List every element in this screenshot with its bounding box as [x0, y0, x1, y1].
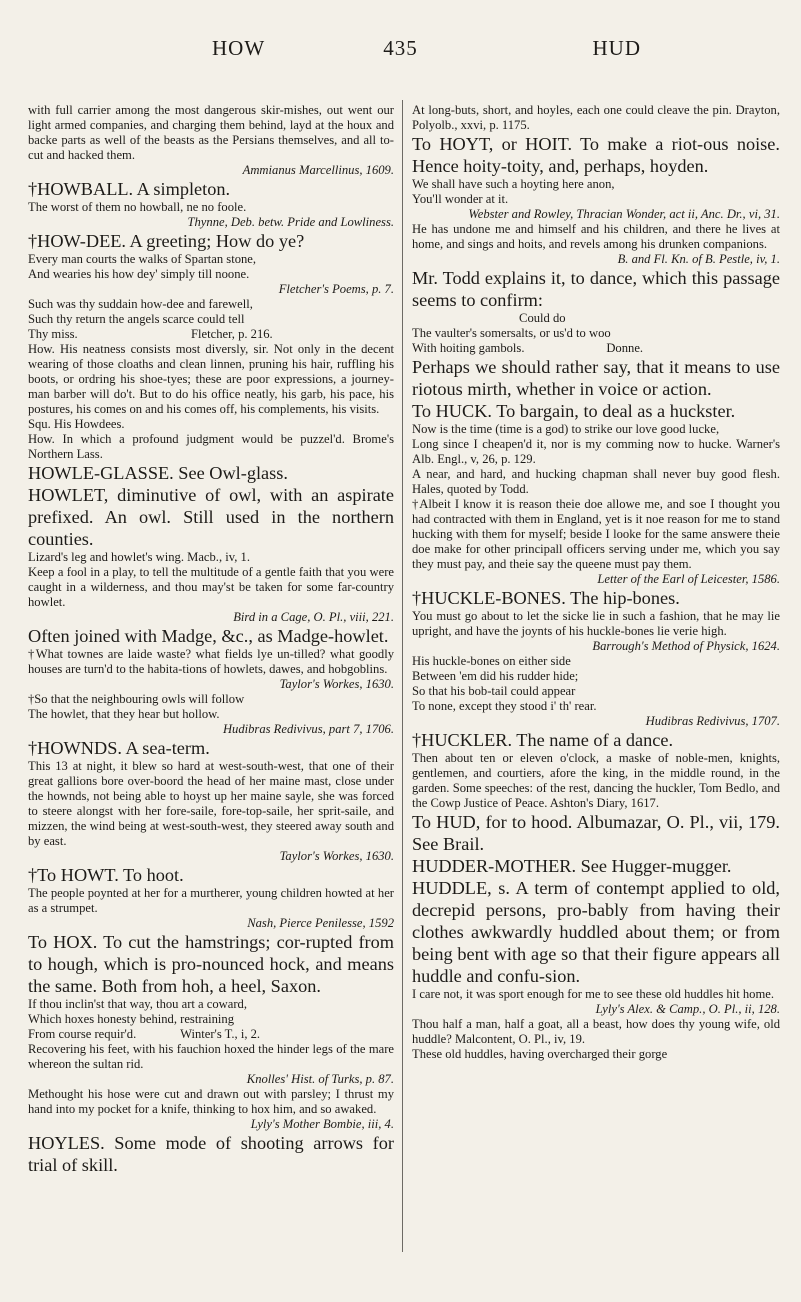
citation: Bird in a Cage, O. Pl., viii, 221.	[233, 610, 394, 624]
entry-heading: †HUCKLE-BONES. The hip-bones.	[412, 588, 680, 608]
entry-text: Keep a fool in a play, to tell the multitude of a gentle faith that you were caught in a wilderness, and thou may'st be taken for some far-country howlet.	[28, 565, 394, 609]
citation: Fletcher's Poems, p. 7.	[278, 282, 394, 296]
entry-text: How. In which a profound judgment would be puzzel'd. Brome's Northern Lass.	[28, 432, 394, 461]
citation: Barrough's Method of Physick, 1624.	[592, 639, 780, 653]
entry-heading: †HOWBALL. A simpleton.	[28, 179, 231, 199]
citation: Letter of the Earl of Leicester, 1586.	[597, 572, 780, 586]
entry-text: You must go about to let the sicke lie in such a fashion, that he may lie upright, and have the joynts of his huckle-bones lie verie high.	[412, 609, 780, 638]
left-column	[28, 103, 394, 1176]
entry-text: These old huddles, having overcharged their gorge	[412, 1047, 668, 1061]
entry-heading: †HUCKLER. The name of a dance.	[412, 730, 674, 750]
entry-text: Methought his hose were cut and drawn out with parsley; I thrust my hand into my pocket for a knife, thinking to hox him, and so awaked.	[28, 1087, 394, 1116]
entry-text: At long-buts, short, and hoyles, each one could cleave the pin. Drayton, Polyolb., xxvi, p. 1175.	[412, 103, 780, 132]
entry-text: The people poynted at her for a murtherer, young children howted at her as a strumpet.	[28, 886, 394, 915]
entry-heading: To HOYT, or HOIT. To make a riot-ous noise. Hence hoity-toity, and, perhaps, hoyden.	[412, 134, 780, 176]
entry-text: †Albeit I know it is reason theie doe allowe me, and soe I thought you had contracted with them in England, yet is it noe reason for me to stand hucking with them for myself; beside I looke for the same answere theie doe make for other principall officers serving under me, which you say they must pay, and theie say the queene must pay them.	[412, 497, 780, 571]
citation: Webster and Rowley, Thracian Wonder, act ii, Anc. Dr., vi, 31.	[468, 207, 780, 221]
verse-quote: His huckle-bones on either side Between 'em did his rudder hide; So that his bob-tail could appear To none, except they stood i' th' rear.	[412, 654, 597, 713]
entry-text: A near, and hard, and hucking chapman shall never buy good flesh. Hales, quoted by Todd.	[412, 467, 780, 496]
verse-quote: We shall have such a hoyting here anon, You'll wonder at it.	[412, 177, 615, 206]
citation: Ammianus Marcellinus, 1609.	[242, 163, 394, 177]
citation: Taylor's Workes, 1630.	[279, 849, 394, 863]
citation: Lyly's Alex. & Camp., O. Pl., ii, 128.	[595, 1002, 780, 1016]
citation: Thynne, Deb. betw. Pride and Lowliness.	[187, 215, 394, 229]
entry-heading: Mr. Todd explains it, to dance, which this passage seems to confirm:	[412, 268, 780, 310]
citation: B. and Fl. Kn. of B. Pestle, iv, 1.	[617, 252, 780, 266]
entry-text: He has undone me and himself and his children, and there he lives at home, and sings and hoits, and revels among his drunken companions.	[412, 222, 780, 251]
entry-text: †What townes are laide waste? what fields lye un-tilled? what goodly houses are turn'd to the habita-tions of howlets, dawes, and hobgoblins.	[28, 647, 394, 676]
verse-quote: If thou inclin'st that way, thou art a coward, Which hoxes honesty behind, restraining From course requir'd. Winter's T., i, 2.	[28, 997, 261, 1041]
entry-heading: HUDDER-MOTHER. See Hugger-mugger.	[412, 856, 732, 876]
entry-heading: †HOW-DEE. A greeting; How do ye?	[28, 231, 305, 251]
entry-heading: To HOX. To cut the hamstrings; cor-rupted from to hough, which is pro-nounced hock, and means the same. Both from hoh, a heel, Saxon.	[28, 932, 394, 996]
entry-text: Now is the time (time is a god) to strike our love good lucke,	[412, 422, 720, 436]
page-number: 435	[383, 36, 418, 60]
entry-text: Then about ten or eleven o'clock, a maske of noble-men, knights, gentlemen, and courtiers, afore the king, in the middle round, in the garden. Some speeches: of the rest, dancing the huckler, Tom Bedlo, and the Cowp Justice of Peace. Ashton's Diary, 1617.	[412, 751, 780, 810]
column-divider	[402, 100, 403, 1252]
verse-quote: Such was thy suddain how-dee and farewell, Such thy return the angels scarce could tell Thy miss. Fletcher, p. 216.	[28, 297, 273, 341]
verse-quote: Every man courts the walks of Spartan stone, And wearies his how dey' simply till noone.	[28, 252, 257, 281]
entry-text: Long since I cheapen'd it, nor is my comming now to hucke. Warner's Alb. Engl., v, 26, p. 129.	[412, 437, 780, 466]
citation: Knolles' Hist. of Turks, p. 87.	[246, 1072, 394, 1086]
page-header	[40, 36, 761, 76]
running-head-right: HUD	[592, 36, 641, 60]
right-column	[412, 103, 780, 1062]
citation: Lyly's Mother Bombie, iii, 4.	[250, 1117, 394, 1131]
entry-heading: To HUD, for to hood. Albumazar, O. Pl., vii, 179. See Brail.	[412, 812, 780, 854]
entry-text: How. His neatness consists most diversly, sir. Not only in the decent wearing of those cloaths and clean linnen, pruning his hair, ruffling his boots, or ordring his shoe-tyes; these are poor expressions, a journey-man barber will do't. But to do his office neatly, his garb, his pace, his postures, his comes on and his comes off, his complements, his visits.	[28, 342, 394, 416]
entry-heading: To HUCK. To bargain, to deal as a huckster.	[412, 401, 736, 421]
entry-heading: HOWLET, diminutive of owl, with an aspirate prefixed. An owl. Still used in the northern counties.	[28, 485, 394, 549]
entry-heading: HOYLES. Some mode of shooting arrows for trial of skill.	[28, 1133, 394, 1175]
citation: Hudibras Redivivus, 1707.	[645, 714, 780, 728]
entry-heading: HUDDLE, s. A term of contempt applied to old, decrepid persons, pro-bably from having their clothes awkwardly huddled about them; or from being bent with age so that their figure appears all huddle and confu-sion.	[412, 878, 780, 986]
entry-text: Recovering his feet, with his fauchion hoxed the hinder legs of the mare whereon the sultan rid.	[28, 1042, 394, 1071]
citation: Nash, Pierce Penilesse, 1592	[247, 916, 394, 930]
entry-text: with full carrier among the most dangerous skir-mishes, out went our light armed companies, and charging them behind, layd at the houx and backe parts as well of the beasts as the Persians themselves, and all to-cut and hacked them.	[28, 103, 394, 162]
verse-quote: Could do The vaulter's somersalts, or us'd to woo With hoiting gambols. Donne.	[412, 311, 644, 355]
entry-heading: Often joined with Madge, &c., as Madge-howlet.	[28, 626, 389, 646]
running-head-left: HOW	[212, 36, 266, 60]
entry-heading: HOWLE-GLASSE. See Owl-glass.	[28, 463, 288, 483]
entry-text: The worst of them no howball, ne no foole.	[28, 200, 247, 214]
citation: Taylor's Workes, 1630.	[279, 677, 394, 691]
entry-text: I care not, it was sport enough for me to see these old huddles hit home.	[412, 987, 774, 1001]
entry-text: Squ. His Howdees.	[28, 417, 125, 431]
citation: Hudibras Redivivus, part 7, 1706.	[222, 722, 394, 736]
entry-heading: Perhaps we should rather say, that it means to use riotous mirth, whether in voice or action.	[412, 357, 780, 399]
entry-text: Thou half a man, half a goat, all a beast, how does thy young wife, old huddle? Malcontent, O. Pl., iv, 19.	[412, 1017, 780, 1046]
verse-quote: †So that the neighbouring owls will follow The howlet, that they hear but hollow.	[28, 692, 245, 721]
entry-text: This 13 at night, it blew so hard at west-south-west, that one of their great gallions bore over-boord the head of her maine mast, close under the hownds, not being able to hoyst up her maine sayle, she was forced to steere alongst with her fore-saile, fore-top-saile, her sprit-saile, and mizzen, the wind being at west-south-west, they steered away south and by east.	[28, 759, 394, 848]
entry-text: Lizard's leg and howlet's wing. Macb., iv, 1.	[28, 550, 250, 564]
entry-heading: †To HOWT. To hoot.	[28, 865, 184, 885]
entry-heading: †HOWNDS. A sea-term.	[28, 738, 210, 758]
